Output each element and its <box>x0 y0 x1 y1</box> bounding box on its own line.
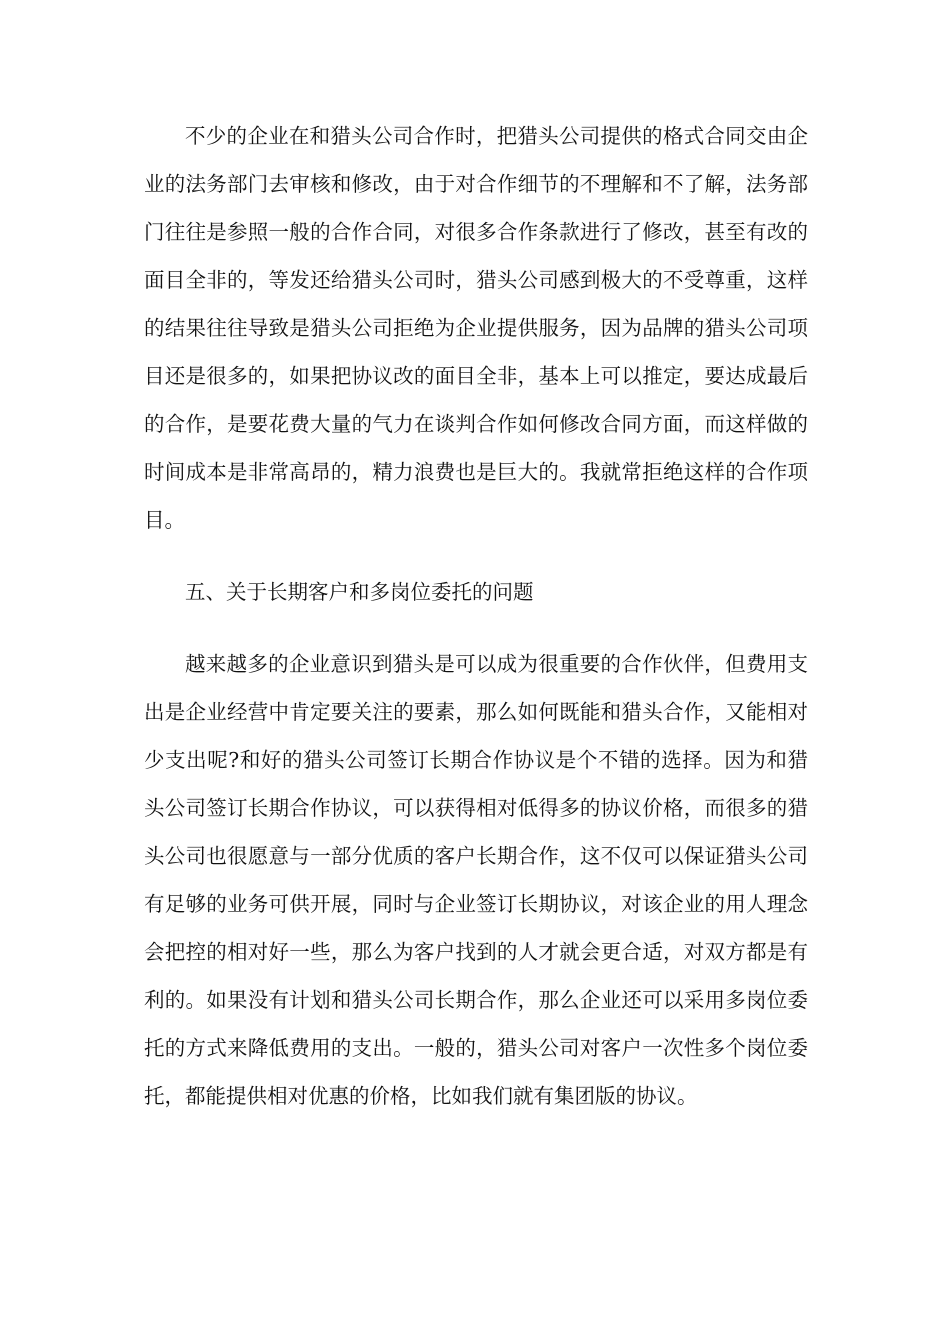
paragraph-gap <box>144 544 808 568</box>
paragraph-long-term-clients: 越来越多的企业意识到猎头是可以成为很重要的合作伙伴，但费用支出是企业经营中肯定要关注的要素，那么如何既能和猎头合作，又能相对少支出呢?和好的猎头公司签订长期合作协议是个不错的选择。因为和猎头公司签订长期合作协议，可以获得相对低得多的协议价格，而很多的猎头公司也很愿意与一部分优质的客户长期合作，这不仅可以保证猎头公司有足够的业务可供开展，同时与企业签订长期协议，对该企业的用人理念会把控的相对好一些，那么为客户找到的人才就会更合适，对双方都是有利的。如果没有计划和猎头公司长期合作，那么企业还可以采用多岗位委托的方式来降低费用的支出。一般的，猎头公司对客户一次性多个岗位委托，都能提供相对优惠的价格，比如我们就有集团版的协议。 <box>144 652 808 1108</box>
paragraph-gap <box>144 616 808 640</box>
document-body <box>144 112 808 1120</box>
section-heading: 五、关于长期客户和多岗位委托的问题 <box>185 580 534 604</box>
paragraph-contract-review: 不少的企业在和猎头公司合作时，把猎头公司提供的格式合同交由企业的法务部门去审核和修改，由于对合作细节的不理解和不了解，法务部门往往是参照一般的合作合同，对很多合作条款进行了修改，甚至有改的面目全非的，等发还给猎头公司时，猎头公司感到极大的不受尊重，这样的结果往往导致是猎头公司拒绝为企业提供服务，因为品牌的猎头公司项目还是很多的，如果把协议改的面目全非，基本上可以推定，要达成最后的合作，是要花费大量的气力在谈判合作如何修改合同方面，而这样做的时间成本是非常高昂的，精力浪费也是巨大的。我就常拒绝这样的合作项目。 <box>144 124 808 532</box>
